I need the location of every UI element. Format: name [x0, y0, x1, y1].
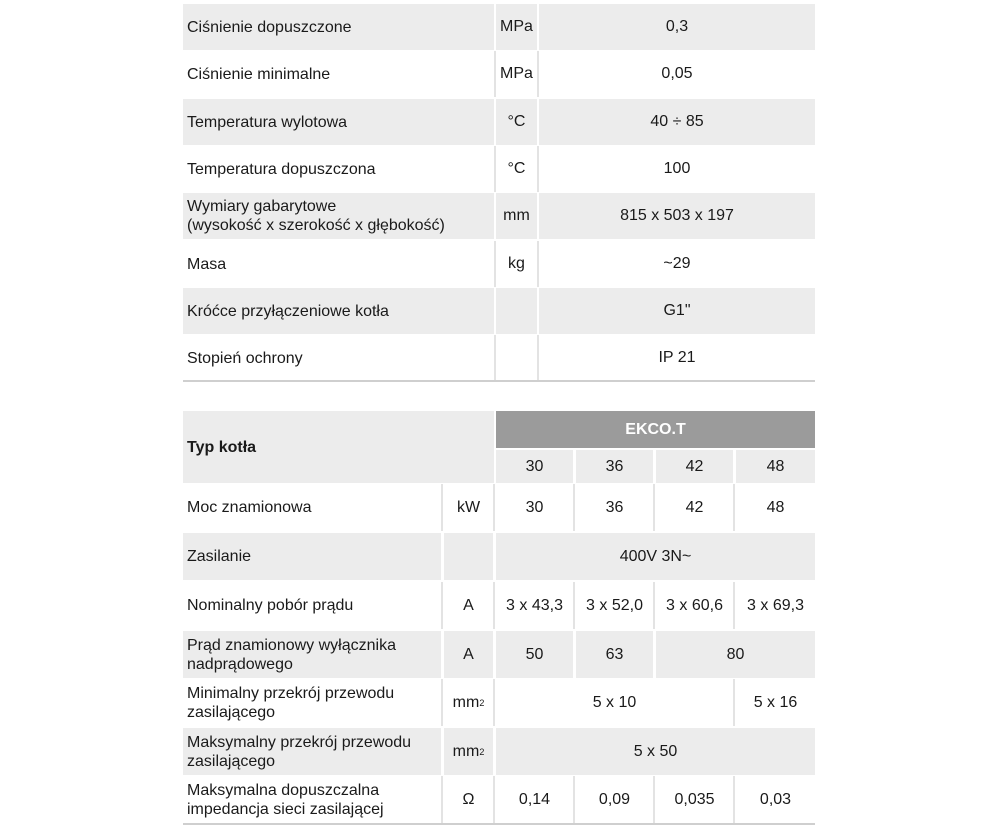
- column-divider: [441, 776, 443, 823]
- table-row-label: Zasilanie: [183, 533, 441, 580]
- variant-header: 36: [576, 450, 653, 483]
- table-row-unit: Ω: [444, 776, 493, 823]
- table-row-unit: mm 2: [444, 679, 493, 726]
- table-row-value: 0,3: [539, 4, 815, 50]
- column-divider: [441, 582, 443, 629]
- table-bottom-rule: [183, 823, 815, 825]
- table-row-unit: mm: [496, 193, 537, 239]
- table-row-value: 3 x 43,3: [496, 582, 573, 629]
- column-divider: [537, 146, 539, 192]
- column-divider: [493, 582, 495, 629]
- table-row-value: ~29: [539, 241, 815, 287]
- table-row-unit: MPa: [496, 4, 537, 50]
- column-divider: [733, 582, 735, 629]
- table-row-value: 0,03: [736, 776, 815, 823]
- table-row-label: Maksymalny przekrój przewodu zasilającego: [183, 728, 441, 775]
- table-row-value: 50: [496, 631, 573, 678]
- column-divider: [494, 335, 496, 381]
- table-row-label: Wymiary gabarytowe (wysokość x szerokość x głębokość): [183, 193, 494, 239]
- table-row-unit: MPa: [496, 51, 537, 97]
- column-divider: [733, 679, 735, 726]
- table-row-label: Minimalny przekrój przewodu zasilającego: [183, 679, 441, 726]
- table-row-unit: A: [444, 631, 493, 678]
- table-row-value: 42: [656, 484, 733, 531]
- column-divider: [493, 484, 495, 531]
- table-row-label: Moc znamionowa: [183, 484, 441, 531]
- column-divider: [537, 51, 539, 97]
- column-divider: [573, 776, 575, 823]
- column-divider: [653, 582, 655, 629]
- table-row-unit: °C: [496, 99, 537, 145]
- table-row-value: IP 21: [539, 335, 815, 381]
- table-row-value: 5 x 10: [496, 679, 733, 726]
- column-divider: [494, 241, 496, 287]
- table-row-label: Temperatura wylotowa: [183, 99, 494, 145]
- table-row-value: 400V 3N~: [496, 533, 815, 580]
- column-divider: [493, 776, 495, 823]
- column-divider: [733, 484, 735, 531]
- table-row-value: 5 x 50: [496, 728, 815, 775]
- table-row-label: Stopień ochrony: [183, 335, 494, 381]
- table-row-value: 36: [576, 484, 653, 531]
- table-row-value: 815 x 503 x 197: [539, 193, 815, 239]
- column-divider: [537, 335, 539, 381]
- column-divider: [537, 241, 539, 287]
- variant-header: 42: [656, 450, 733, 483]
- table-row-label: Króćce przyłączeniowe kotła: [183, 288, 494, 334]
- table-row-value: 3 x 60,6: [656, 582, 733, 629]
- table-row-value: 63: [576, 631, 653, 678]
- table-bottom-rule: [183, 380, 815, 382]
- table-row-label: Nominalny pobór prądu: [183, 582, 441, 629]
- table-row-unit: kW: [444, 484, 493, 531]
- table-row-unit: °C: [496, 146, 537, 192]
- table-row-value: 40 ÷ 85: [539, 99, 815, 145]
- column-divider: [441, 679, 443, 726]
- table-row-value: 5 x 16: [736, 679, 815, 726]
- table-row-label: Temperatura dopuszczona: [183, 146, 494, 192]
- table-row-value: 0,09: [576, 776, 653, 823]
- column-divider: [494, 51, 496, 97]
- table-row-value: 0,14: [496, 776, 573, 823]
- table-row-unit: A: [444, 582, 493, 629]
- table-row-value: 48: [736, 484, 815, 531]
- table-row-value: 3 x 52,0: [576, 582, 653, 629]
- table-row-label: Masa: [183, 241, 494, 287]
- column-divider: [573, 582, 575, 629]
- header-label: Typ kotła: [183, 411, 494, 483]
- column-divider: [441, 484, 443, 531]
- table-row-unit: [496, 288, 537, 334]
- table-row-unit: [444, 533, 493, 580]
- table-row-unit: kg: [496, 241, 537, 287]
- table-row-value: 80: [656, 631, 815, 678]
- table-row-value: 0,035: [656, 776, 733, 823]
- column-divider: [653, 776, 655, 823]
- table-row-unit: mm 2: [444, 728, 493, 775]
- table-row-label: Prąd znamionowy wyłącznika nadprądowego: [183, 631, 441, 678]
- column-divider: [494, 146, 496, 192]
- table-row-label: Ciśnienie minimalne: [183, 51, 494, 97]
- variant-header: 48: [736, 450, 815, 483]
- table-row-value: 0,05: [539, 51, 815, 97]
- table-row-label: Ciśnienie dopuszczone: [183, 4, 494, 50]
- table-row-label: Maksymalna dopuszczalna impedancja sieci zasilającej: [183, 776, 441, 823]
- table-row-value: 30: [496, 484, 573, 531]
- table-row-value: 3 x 69,3: [736, 582, 815, 629]
- table-row-unit: [496, 335, 537, 381]
- table-row-value: G1": [539, 288, 815, 334]
- variant-header: 30: [496, 450, 573, 483]
- column-divider: [653, 484, 655, 531]
- model-header: EKCO.T: [496, 411, 815, 448]
- table-row-value: 100: [539, 146, 815, 192]
- column-divider: [573, 484, 575, 531]
- column-divider: [733, 776, 735, 823]
- column-divider: [493, 679, 495, 726]
